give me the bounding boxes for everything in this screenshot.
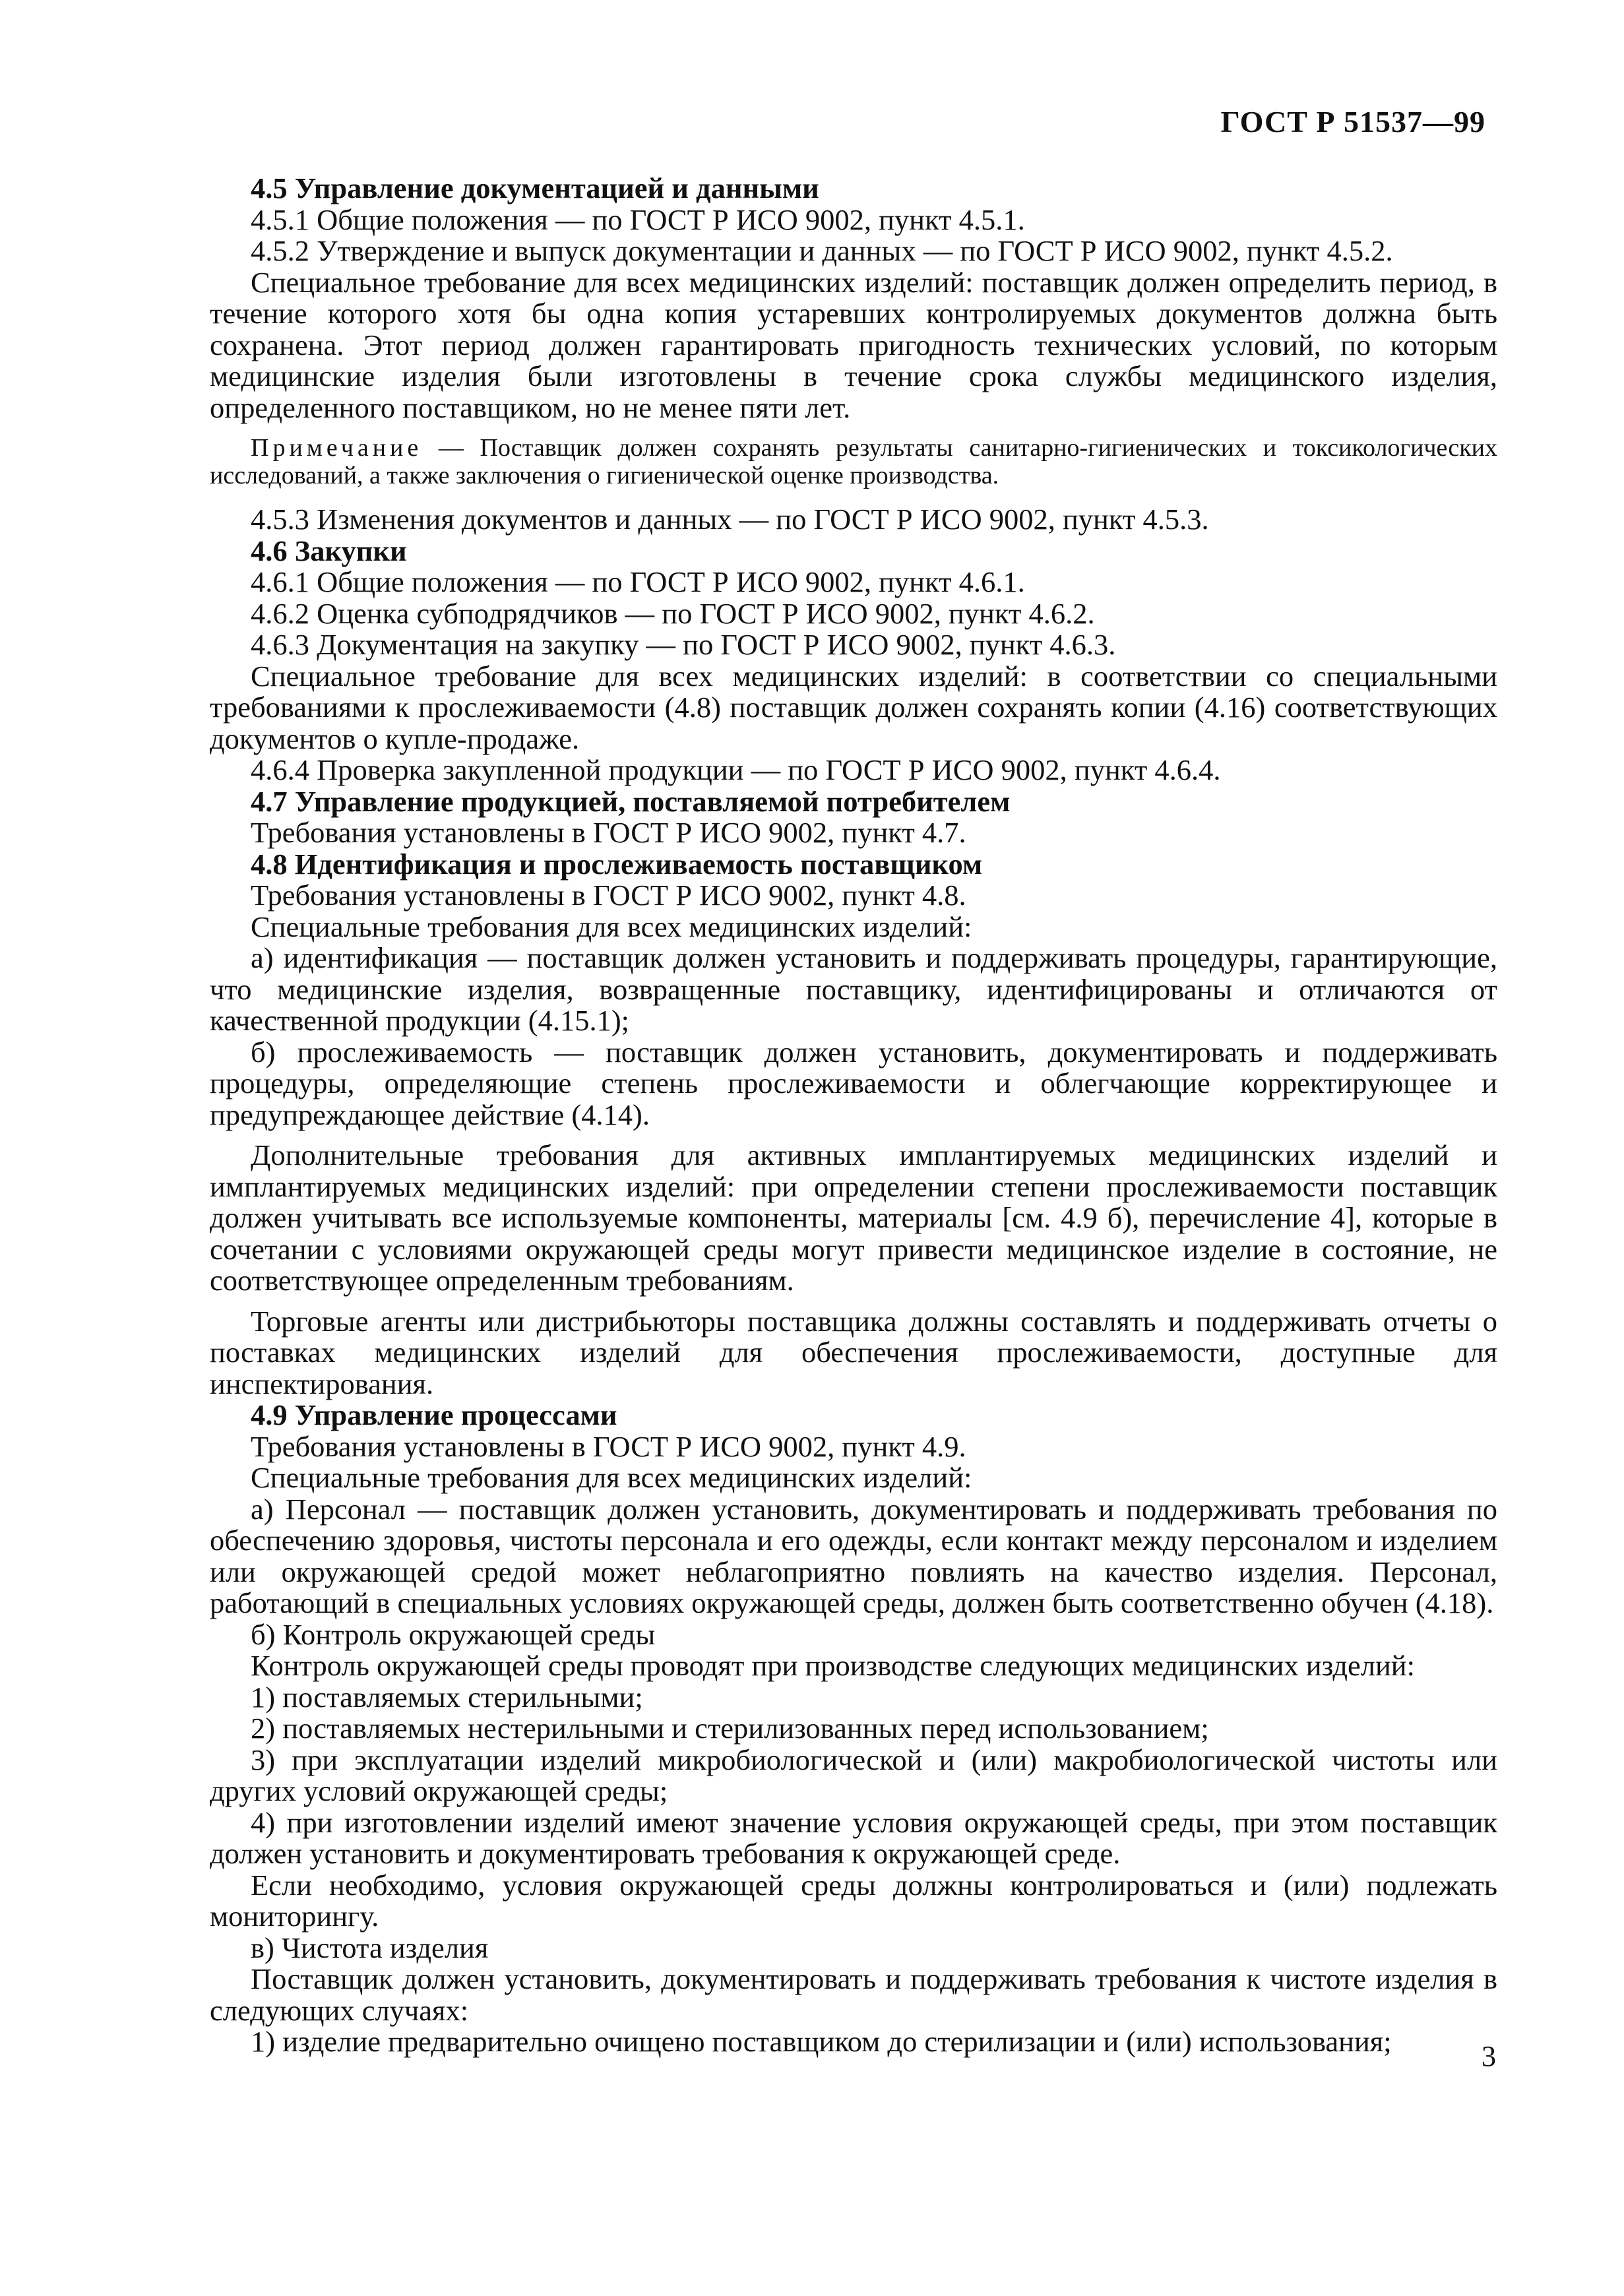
paragraph-4-6-4: 4.6.4 Проверка закупленной продукции — по ГОСТ Р ИСО 9002, пункт 4.6.4. [251, 753, 1221, 786]
section-heading-4-5: 4.5 Управление документацией и данными [251, 171, 819, 204]
paragraph-4-9-special: Специальные требования для всех медицинских изделий: [251, 1461, 972, 1494]
list-item-4-9-b-3: 3) при эксплуатации изделий микробиологической и (или) макробиологической чистоты или других условий окружающей среды; [210, 1743, 1497, 1807]
list-item-4-8-b: б) прослеживаемость — поставщик должен установить, документировать и поддерживать процедуры, определяющие степень прослеживаемости и облегчающие корректирующее и предупреждающее действие (4.14). [210, 1035, 1497, 1131]
paragraph-4-9: Требования установлены в ГОСТ Р ИСО 9002, пункт 4.9. [251, 1429, 966, 1463]
paragraph-4-9-b-text: Контроль окружающей среды проводят при производстве следующих медицинских изделий: [251, 1649, 1415, 1682]
standard-code-header: ГОСТ Р 51537—99 [1220, 105, 1485, 139]
list-item-4-8-a: а) идентификация — поставщик должен установить и поддерживать процедуры, гарантирующие, что медицинские изделия, возвращенные поставщику, идентифицированы и отличаются от качественной продукции (4.15.1); [210, 941, 1497, 1037]
document-body [210, 173, 1497, 2058]
section-heading-4-9: 4.9 Управление процессами [251, 1398, 617, 1431]
paragraph-4-5-1: 4.5.1 Общие положения — по ГОСТ Р ИСО 9002, пункт 4.5.1. [251, 202, 1025, 236]
paragraph-4-6-2: 4.6.2 Оценка субподрядчиков — по ГОСТ Р ИСО 9002, пункт 4.6.2. [251, 596, 1095, 630]
list-item-4-9-a: а) Персонал — поставщик должен установить, документировать и поддерживать требования по обеспечению здоровья, чистоты персонала и его одежды, если контакт между персоналом и изделием или окружающей средой может неблагоприятно повлиять на качество изделия. Персонал, работающий в специальных условиях окружающей среды, должен быть соответственно обучен (4.18). [210, 1492, 1497, 1619]
list-item-4-9-b: б) Контроль окружающей среды [251, 1617, 656, 1651]
page-number: 3 [1482, 2040, 1496, 2072]
section-heading-4-6: 4.6 Закупки [251, 534, 407, 567]
paragraph-4-7: Требования установлены в ГОСТ Р ИСО 9002, пункт 4.7. [251, 816, 966, 849]
note-paragraph [210, 434, 1497, 489]
paragraph-4-6-3: 4.6.3 Документация на закупку — по ГОСТ Р ИСО 9002, пункт 4.6.3. [251, 628, 1116, 661]
paragraph-4-8: Требования установлены в ГОСТ Р ИСО 9002, пункт 4.8. [251, 879, 966, 912]
list-item-4-9-v-1: 1) изделие предварительно очищено поставщиком до стерилизации и (или) использования; [251, 2025, 1392, 2058]
paragraph-4-6-1: 4.6.1 Общие положения — по ГОСТ Р ИСО 9002, пункт 4.6.1. [251, 565, 1025, 598]
note-text: — Поставщик должен сохранять результаты санитарно-гигиенических и токсикологических исследований, а также заключения о гигиенической оценке производства. [210, 434, 1497, 489]
paragraph-4-8-special: Специальные требования для всех медицинских изделий: [251, 910, 972, 943]
list-item-4-9-b-2: 2) поставляемых нестерильными и стерилизованных перед использованием; [251, 1712, 1209, 1745]
paragraph-4-9-v-text: Поставщик должен установить, документировать и поддерживать требования к чистоте изделия в следующих случаях: [210, 1962, 1497, 2027]
paragraph-4-5-2: 4.5.2 Утверждение и выпуск документации и данных — по ГОСТ Р ИСО 9002, пункт 4.5.2. [251, 234, 1393, 267]
section-heading-4-8: 4.8 Идентификация и прослеживаемость поставщиком [251, 847, 983, 881]
paragraph-4-9-b-monitor: Если необходимо, условия окружающей среды должны контролироваться и (или) подлежать мониторингу. [210, 1868, 1497, 1933]
paragraph-4-8-agents: Торговые агенты или дистрибьюторы поставщика должны составлять и поддерживать отчеты о поставках медицинских изделий для обеспечения прослеживаемости, доступные для инспектирования. [210, 1304, 1497, 1400]
list-item-4-9-b-1: 1) поставляемых стерильными; [251, 1680, 643, 1714]
note-label: Примечание [251, 434, 423, 462]
list-item-4-9-v: в) Чистота изделия [251, 1931, 489, 1964]
paragraph-4-5-2-special: Специальное требование для всех медицинских изделий: поставщик должен определить период, в течение которого хотя бы одна копия устаревших контролируемых документов должна быть сохранена. Этот период должен гарантировать пригодность технических условий, по которым медицинские изделия были изготовлены в течение срока службы медицинского изделия, определенного поставщиком, но не менее пяти лет. [210, 265, 1497, 424]
paragraph-4-5-3: 4.5.3 Изменения документов и данных — по ГОСТ Р ИСО 9002, пункт 4.5.3. [251, 503, 1209, 536]
paragraph-4-6-3-special: Специальное требование для всех медицинских изделий: в соответствии со специальными требованиями к прослеживаемости (4.8) поставщик должен сохранять копии (4.16) соответствующих документов о купле-продаже. [210, 659, 1497, 755]
section-heading-4-7: 4.7 Управление продукцией, поставляемой потребителем [251, 784, 1011, 818]
paragraph-4-8-additional: Дополнительные требования для активных имплантируемых медицинских изделий и имплантируемых медицинских изделий: при определении степени прослеживаемости поставщик должен учитывать все используемые компоненты, материалы [см. 4.9 б), перечисление 4], которые в сочетании с условиями окружающей среды могут привести медицинское изделие в состояние, не соответствующее определенным требованиям. [210, 1138, 1497, 1297]
list-item-4-9-b-4: 4) при изготовлении изделий имеют значение условия окружающей среды, при этом поставщик должен установить и документировать требования к окружающей среде. [210, 1805, 1497, 1870]
